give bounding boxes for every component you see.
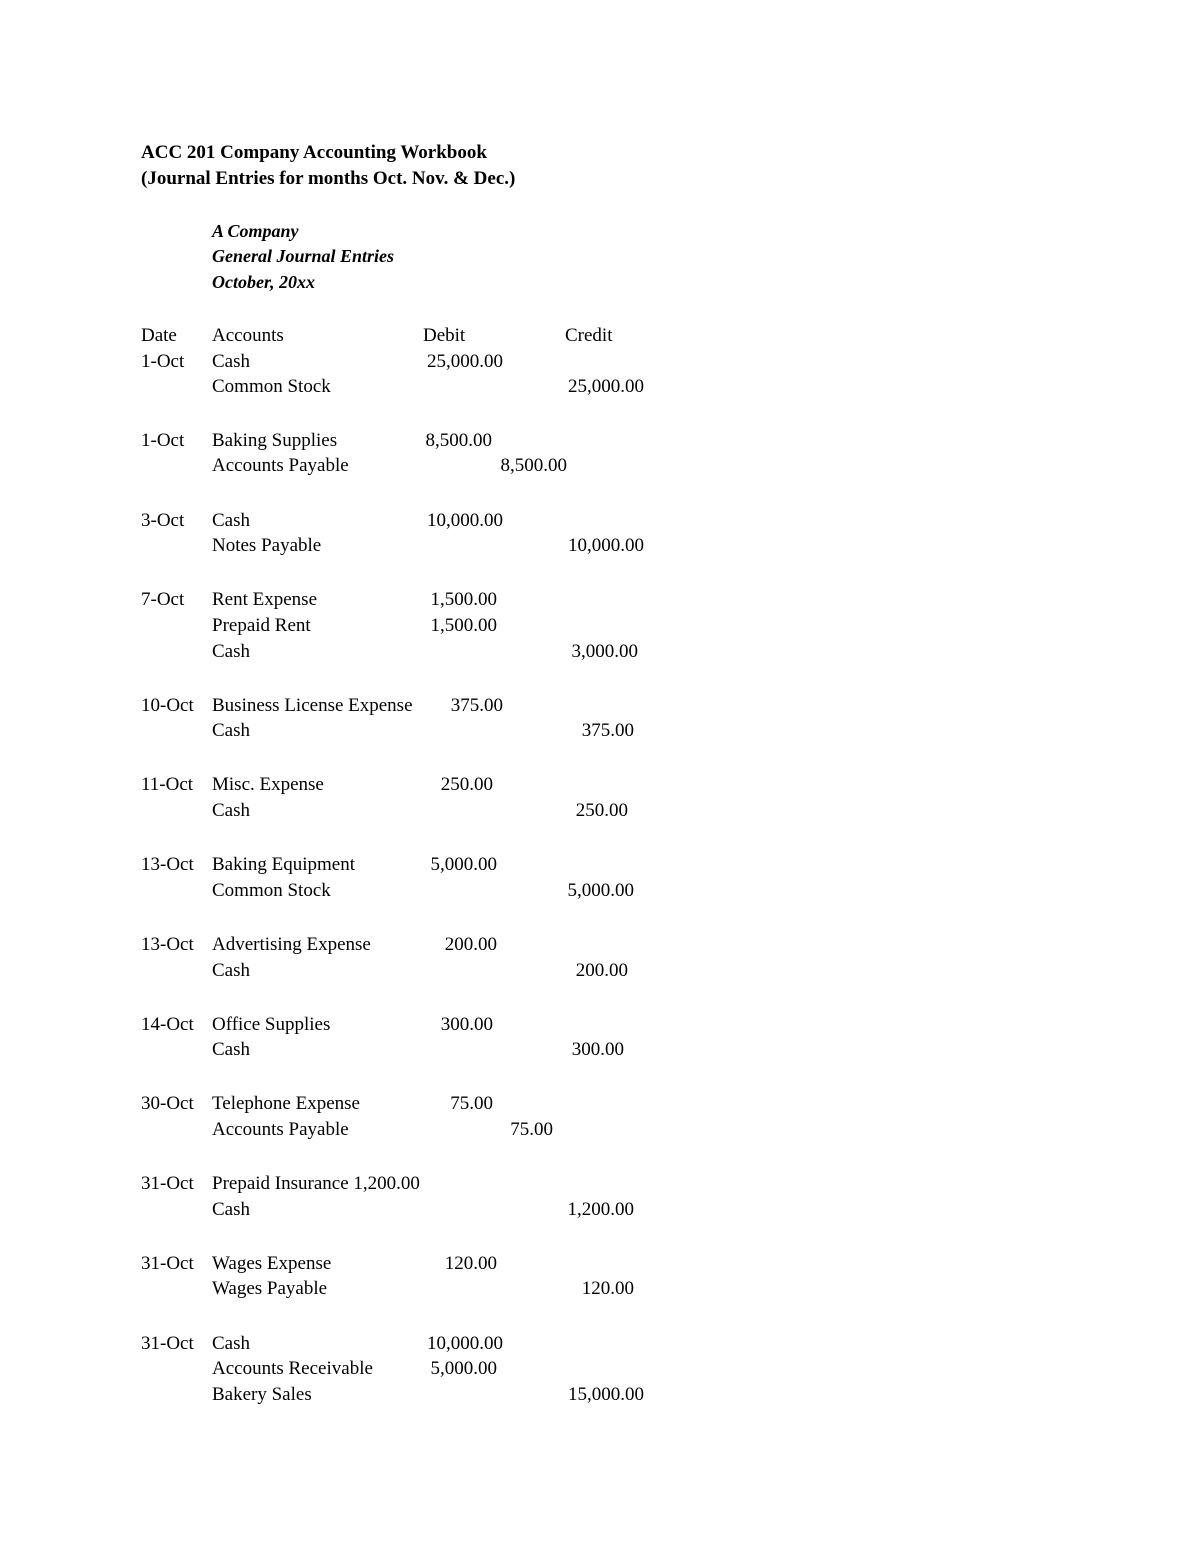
entry-account: Business License Expense [212,695,413,716]
entry-credit: 8,500.00 [500,455,567,476]
company-name: A Company [212,221,299,241]
entry-account: Cash [212,720,250,741]
entry-debit: 25,000.00 [427,351,503,372]
entry-account: Cash [212,800,250,821]
entry-debit: 75.00 [450,1093,493,1114]
column-header-credit: Credit [565,325,613,346]
entry-account: Accounts Receivable [212,1358,373,1379]
entry-date: 31-Oct [141,1333,194,1354]
entry-credit: 300.00 [571,1039,624,1060]
document-title: ACC 201 Company Accounting Workbook [141,142,487,163]
entry-account: Cash [212,1199,250,1220]
entry-credit: 75.00 [510,1119,553,1140]
period-label: October, 20xx [212,272,315,292]
entry-credit: 1,200.00 [567,1199,634,1220]
entry-debit: 200.00 [444,934,497,955]
entry-date: 10-Oct [141,695,194,716]
entry-date: 31-Oct [141,1253,194,1274]
entry-account: Prepaid Insurance 1,200.00 [212,1173,420,1194]
entry-debit: 8,500.00 [425,430,492,451]
entry-account: Office Supplies [212,1014,331,1035]
entry-account: Misc. Expense [212,774,324,795]
journal-name: General Journal Entries [212,246,395,266]
entry-date: 14-Oct [141,1014,194,1035]
entry-debit: 120.00 [444,1253,497,1274]
document-subtitle: (Journal Entries for months Oct. Nov. & Dec.) [141,168,516,189]
entry-date: 31-Oct [141,1173,194,1194]
entry-debit: 5,000.00 [430,854,497,875]
entry-credit: 15,000.00 [568,1384,644,1405]
entry-account: Cash [212,351,250,372]
entry-account: Prepaid Rent [212,615,311,636]
entry-account: Wages Expense [212,1253,332,1274]
entry-debit: 1,500.00 [430,589,497,610]
entry-account: Cash [212,510,250,531]
entry-account: Accounts Payable [212,1119,349,1140]
entry-debit: 10,000.00 [427,510,503,531]
entry-date: 30-Oct [141,1093,194,1114]
entry-date: 7-Oct [141,589,185,610]
entry-debit: 300.00 [440,1014,493,1035]
column-header-date: Date [141,325,177,346]
column-header-accounts: Accounts [212,325,284,346]
entry-account: Cash [212,641,250,662]
entry-debit: 1,500.00 [430,615,497,636]
entry-account: Rent Expense [212,589,318,610]
entry-account: Wages Payable [212,1278,328,1299]
entry-account: Telephone Expense [212,1093,360,1114]
entry-account: Baking Supplies [212,430,338,451]
entry-credit: 200.00 [575,960,628,981]
entry-account: Cash [212,1333,250,1354]
entry-credit: 120.00 [581,1278,634,1299]
entry-credit: 5,000.00 [567,880,634,901]
entry-date: 13-Oct [141,854,194,875]
entry-account: Accounts Payable [212,455,349,476]
entry-account: Bakery Sales [212,1384,312,1405]
entry-credit: 3,000.00 [571,641,638,662]
entry-account: Cash [212,1039,250,1060]
entry-date: 11-Oct [141,774,194,795]
entry-debit: 10,000.00 [427,1333,503,1354]
entry-account: Common Stock [212,880,331,901]
entry-account: Common Stock [212,376,331,397]
entry-account: Cash [212,960,250,981]
entry-account: Baking Equipment [212,854,356,875]
entry-credit: 375.00 [581,720,634,741]
entry-account: Notes Payable [212,535,322,556]
entry-date: 13-Oct [141,934,194,955]
entry-debit: 250.00 [440,774,493,795]
entry-credit: 25,000.00 [568,376,644,397]
entry-date: 1-Oct [141,430,185,451]
entry-account: Advertising Expense [212,934,371,955]
entry-debit: 5,000.00 [430,1358,497,1379]
entry-debit: 375.00 [450,695,503,716]
column-header-debit: Debit [423,325,466,346]
entry-credit: 10,000.00 [568,535,644,556]
entry-date: 1-Oct [141,351,185,372]
entry-date: 3-Oct [141,510,185,531]
entry-credit: 250.00 [575,800,628,821]
